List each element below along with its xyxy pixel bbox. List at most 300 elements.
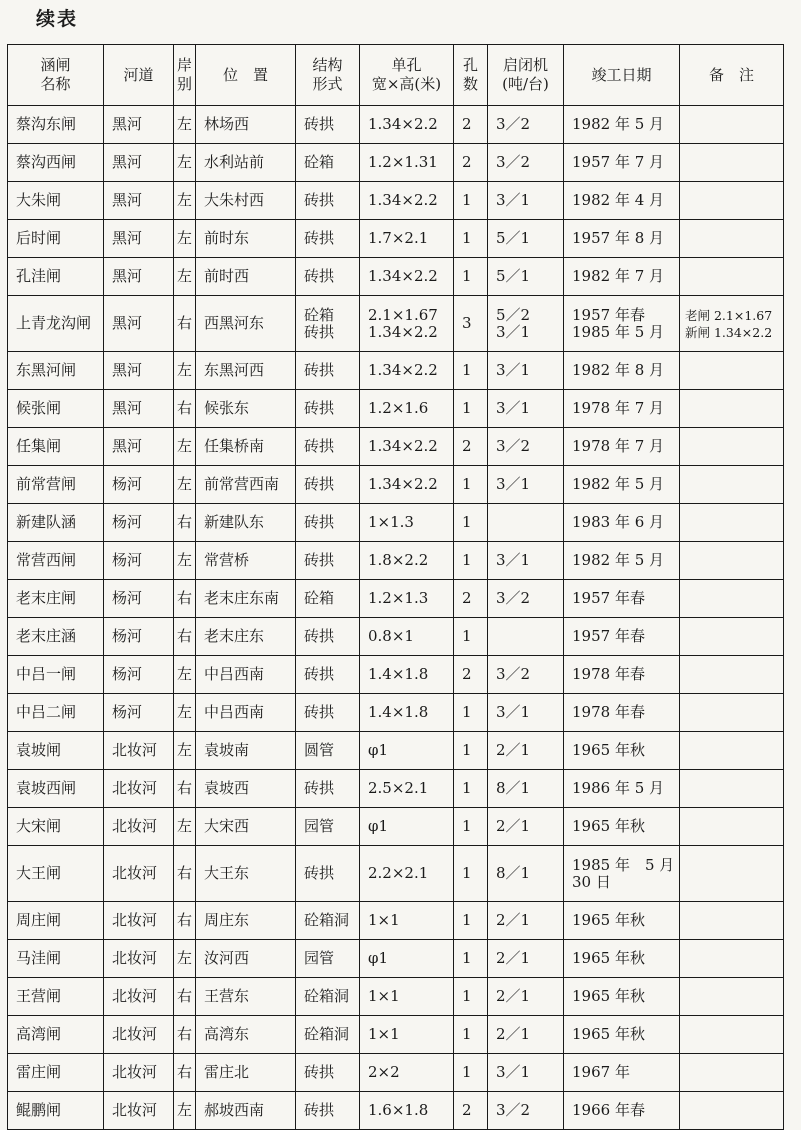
- bank-cell: 右: [174, 390, 196, 428]
- structure-cell: [296, 770, 360, 808]
- column-header-line: 孔: [462, 56, 478, 74]
- location-cell: 前时东: [196, 220, 296, 258]
- hoist-cell: [488, 182, 564, 220]
- sluice-name-cell: 袁坡闸: [8, 732, 104, 770]
- structure-cell-line: 砖拱: [304, 191, 335, 209]
- bank-cell: 左: [174, 542, 196, 580]
- hoist-cell: [488, 428, 564, 466]
- bank-cell: 左: [174, 144, 196, 182]
- river-cell: 北妆河: [104, 846, 174, 902]
- completion-date-cell: [564, 220, 680, 258]
- completion-date-cell: [564, 770, 680, 808]
- hoist-cell-line: 5／1: [496, 267, 531, 285]
- structure-cell: [296, 1092, 360, 1130]
- sluice-name-cell: 上青龙沟闸: [8, 296, 104, 352]
- note-cell: [680, 618, 784, 656]
- table-row: [8, 940, 784, 978]
- completion-date-cell: [564, 1016, 680, 1054]
- river-cell: 黑河: [104, 352, 174, 390]
- hoist-cell-line: 5／2: [496, 305, 531, 324]
- hoist-cell-line: 2／1: [496, 817, 531, 835]
- hoist-cell: [488, 144, 564, 182]
- column-header: [296, 45, 360, 106]
- structure-cell: [296, 808, 360, 846]
- location-cell: 老末庄东: [196, 618, 296, 656]
- size-cell: [360, 694, 454, 732]
- completion-date-cell-line: 1957 年春: [572, 589, 645, 607]
- structure-cell: [296, 618, 360, 656]
- table-row: [8, 1092, 784, 1130]
- note-cell-line: 新闸 1.34×2.2: [685, 324, 773, 340]
- completion-date-cell-line: 30 日: [572, 872, 611, 891]
- structure-cell-line: 砖拱: [304, 115, 335, 133]
- size-cell-line: φ1: [368, 949, 389, 967]
- size-cell-line: 1.4×1.8: [368, 703, 429, 721]
- table-row: [8, 144, 784, 182]
- note-cell: [680, 106, 784, 144]
- bank-cell: 左: [174, 808, 196, 846]
- hoist-cell-line: 3／1: [496, 322, 531, 341]
- bank-cell: 右: [174, 1016, 196, 1054]
- bank-cell: 左: [174, 428, 196, 466]
- structure-cell-line: 砖拱: [304, 627, 335, 645]
- holes-cell: 1: [454, 846, 488, 902]
- location-cell: 王营东: [196, 978, 296, 1016]
- sluice-name-cell: 高湾闸: [8, 1016, 104, 1054]
- bank-cell: 左: [174, 656, 196, 694]
- column-header-line: 备 注: [708, 65, 754, 84]
- column-header-line: (吨/台): [502, 75, 549, 93]
- structure-cell-line: 砖拱: [304, 864, 335, 882]
- table-row: [8, 694, 784, 732]
- structure-cell-line: 砖拱: [304, 361, 335, 379]
- table-row: [8, 182, 784, 220]
- size-cell: [360, 1016, 454, 1054]
- note-cell: [680, 732, 784, 770]
- hoist-cell: [488, 1092, 564, 1130]
- table-row: [8, 542, 784, 580]
- structure-cell-line: 砖拱: [304, 779, 335, 797]
- river-cell: 北妆河: [104, 732, 174, 770]
- sluice-name-cell: 东黑河闸: [8, 352, 104, 390]
- completion-date-cell: [564, 940, 680, 978]
- completion-date-cell-line: 1967 年: [572, 1063, 630, 1081]
- bank-cell: 左: [174, 220, 196, 258]
- location-cell: 袁坡南: [196, 732, 296, 770]
- sluice-name-cell: 老末庄闸: [8, 580, 104, 618]
- note-cell: [680, 390, 784, 428]
- table-row: [8, 808, 784, 846]
- sluice-name-cell: 新建队涵: [8, 504, 104, 542]
- river-cell: 黑河: [104, 390, 174, 428]
- structure-cell-line: 砖拱: [304, 267, 335, 285]
- location-cell: 常营桥: [196, 542, 296, 580]
- hoist-cell: [488, 978, 564, 1016]
- hoist-cell: [488, 732, 564, 770]
- sluice-name-cell: 常营西闸: [8, 542, 104, 580]
- hoist-cell: [488, 580, 564, 618]
- note-cell: [680, 466, 784, 504]
- bank-cell: 右: [174, 580, 196, 618]
- hoist-cell: [488, 1016, 564, 1054]
- location-cell: 大朱村西: [196, 182, 296, 220]
- table-row: [8, 846, 784, 902]
- bank-cell: 右: [174, 846, 196, 902]
- sluice-name-cell: 马洼闸: [8, 940, 104, 978]
- structure-cell-line: 砖拱: [304, 513, 335, 531]
- table-row: [8, 258, 784, 296]
- size-cell-line: 1×1.3: [368, 513, 414, 531]
- size-cell: [360, 808, 454, 846]
- sluice-name-cell: 老末庄涵: [8, 618, 104, 656]
- completion-date-cell: [564, 182, 680, 220]
- hoist-cell: [488, 352, 564, 390]
- completion-date-cell-line: 1982 年 5 月: [572, 551, 665, 569]
- table-row: [8, 390, 784, 428]
- completion-date-cell: [564, 144, 680, 182]
- size-cell-line: 1.6×1.8: [368, 1101, 429, 1119]
- note-cell: [680, 1054, 784, 1092]
- structure-cell: [296, 978, 360, 1016]
- completion-date-cell-line: 1978 年春: [572, 665, 645, 683]
- completion-date-cell-line: 1957 年 8 月: [572, 229, 665, 247]
- note-cell: [680, 542, 784, 580]
- table-row: [8, 428, 784, 466]
- note-cell: [680, 352, 784, 390]
- hoist-cell-line: 2／1: [496, 949, 531, 967]
- hoist-cell-line: 5／1: [496, 229, 531, 247]
- location-cell: 水利站前: [196, 144, 296, 182]
- size-cell: [360, 978, 454, 1016]
- note-cell: [680, 846, 784, 902]
- hoist-cell: [488, 466, 564, 504]
- completion-date-cell: [564, 428, 680, 466]
- column-header: [8, 45, 104, 106]
- bank-cell: 左: [174, 352, 196, 390]
- note-cell: [680, 1016, 784, 1054]
- column-header-line: 结构: [312, 56, 343, 74]
- note-cell: [680, 144, 784, 182]
- size-cell-line: 0.8×1: [368, 627, 414, 645]
- location-cell: 老末庄东南: [196, 580, 296, 618]
- size-cell-line: 1.34×2.2: [368, 115, 438, 133]
- column-header-line: 数: [462, 75, 478, 93]
- river-cell: 北妆河: [104, 940, 174, 978]
- sluice-name-cell: 鲲鹏闸: [8, 1092, 104, 1130]
- structure-cell: [296, 694, 360, 732]
- structure-cell-line: 砖拱: [304, 475, 335, 493]
- completion-date-cell: [564, 1092, 680, 1130]
- hoist-cell: [488, 220, 564, 258]
- holes-cell: 2: [454, 656, 488, 694]
- size-cell: [360, 352, 454, 390]
- river-cell: 黑河: [104, 220, 174, 258]
- note-cell: [680, 656, 784, 694]
- structure-cell: [296, 1016, 360, 1054]
- river-cell: 北妆河: [104, 1016, 174, 1054]
- holes-cell: 3: [454, 296, 488, 352]
- completion-date-cell-line: 1978 年 7 月: [572, 399, 665, 417]
- note-cell: [680, 940, 784, 978]
- column-header: [360, 45, 454, 106]
- hoist-cell: [488, 656, 564, 694]
- completion-date-cell: [564, 390, 680, 428]
- size-cell: [360, 466, 454, 504]
- note-cell: [680, 1092, 784, 1130]
- table-row: [8, 1016, 784, 1054]
- river-cell: 北妆河: [104, 978, 174, 1016]
- river-cell: 黑河: [104, 144, 174, 182]
- sluice-name-cell: 王营闸: [8, 978, 104, 1016]
- hoist-cell: [488, 106, 564, 144]
- completion-date-cell-line: 1982 年 8 月: [572, 361, 665, 379]
- column-header: [564, 45, 680, 106]
- hoist-cell-line: 3／2: [496, 153, 531, 171]
- holes-cell: 1: [454, 542, 488, 580]
- sluice-name-cell: 大王闸: [8, 846, 104, 902]
- bank-cell: 右: [174, 504, 196, 542]
- column-header-line: 竣工日期: [591, 65, 652, 84]
- completion-date-cell: [564, 542, 680, 580]
- hoist-cell: [488, 770, 564, 808]
- sluice-name-cell: 大宋闸: [8, 808, 104, 846]
- structure-cell: [296, 144, 360, 182]
- hoist-cell-line: 8／1: [496, 864, 531, 882]
- completion-date-cell-line: 1965 年秋: [572, 911, 645, 929]
- hoist-cell-line: 2／1: [496, 911, 531, 929]
- completion-date-cell: [564, 846, 680, 902]
- hoist-cell-line: 3／1: [496, 475, 531, 493]
- holes-cell: 2: [454, 144, 488, 182]
- bank-cell: 左: [174, 732, 196, 770]
- column-header-line: 启闭机: [502, 56, 548, 74]
- hoist-cell-line: 3／1: [496, 551, 531, 569]
- column-header-line: 名称: [40, 75, 71, 93]
- completion-date-cell-line: 1965 年秋: [572, 1025, 645, 1043]
- hoist-cell: [488, 296, 564, 352]
- column-header: [104, 45, 174, 106]
- column-header-line: 岸: [176, 56, 192, 74]
- completion-date-cell: [564, 352, 680, 390]
- structure-cell: [296, 846, 360, 902]
- river-cell: 北妆河: [104, 1092, 174, 1130]
- table-row: [8, 504, 784, 542]
- hoist-cell-line: 3／2: [496, 589, 531, 607]
- holes-cell: 2: [454, 580, 488, 618]
- structure-cell: [296, 466, 360, 504]
- location-cell: 袁坡西: [196, 770, 296, 808]
- structure-cell-line: 园管: [304, 817, 335, 835]
- hoist-cell-line: 3／2: [496, 115, 531, 133]
- bank-cell: 右: [174, 902, 196, 940]
- holes-cell: 1: [454, 258, 488, 296]
- column-header: [488, 45, 564, 106]
- size-cell-line: 1.7×2.1: [368, 229, 429, 247]
- structure-cell: [296, 390, 360, 428]
- size-cell: [360, 656, 454, 694]
- hoist-cell: [488, 504, 564, 542]
- sluice-name-cell: 孔洼闸: [8, 258, 104, 296]
- size-cell-line: 1.34×2.2: [368, 322, 438, 341]
- holes-cell: 1: [454, 466, 488, 504]
- note-cell: [680, 296, 784, 352]
- hoist-cell-line: 3／2: [496, 1101, 531, 1119]
- table-row: [8, 296, 784, 352]
- hoist-cell-line: 3／1: [496, 1063, 531, 1081]
- structure-cell: [296, 296, 360, 352]
- completion-date-cell-line: 1957 年 7 月: [572, 153, 665, 171]
- bank-cell: 右: [174, 296, 196, 352]
- structure-cell-line: 砖拱: [304, 1063, 335, 1081]
- structure-cell-line: 砖拱: [304, 665, 335, 683]
- table-row: [8, 106, 784, 144]
- river-cell: 黑河: [104, 258, 174, 296]
- hoist-cell-line: 3／1: [496, 703, 531, 721]
- location-cell: 林场西: [196, 106, 296, 144]
- completion-date-cell-line: 1978 年 7 月: [572, 437, 665, 455]
- size-cell-line: 1.34×2.2: [368, 475, 438, 493]
- sluice-name-cell: 周庄闸: [8, 902, 104, 940]
- holes-cell: 1: [454, 978, 488, 1016]
- size-cell: [360, 580, 454, 618]
- size-cell: [360, 1092, 454, 1130]
- table-row: [8, 352, 784, 390]
- size-cell-line: 1.34×2.2: [368, 267, 438, 285]
- hoist-cell-line: 3／1: [496, 399, 531, 417]
- table-row: [8, 978, 784, 1016]
- holes-cell: 1: [454, 808, 488, 846]
- note-cell: [680, 694, 784, 732]
- location-cell: 汝河西: [196, 940, 296, 978]
- table-row: [8, 466, 784, 504]
- size-cell-line: 1.34×2.2: [368, 437, 438, 455]
- completion-date-cell-line: 1985 年 5 月: [572, 322, 665, 341]
- sluice-name-cell: 雷庄闸: [8, 1054, 104, 1092]
- structure-cell-line: 砖拱: [304, 551, 335, 569]
- completion-date-cell: [564, 732, 680, 770]
- bank-cell: 左: [174, 106, 196, 144]
- size-cell-line: 1.2×1.31: [368, 153, 438, 171]
- completion-date-cell: [564, 1054, 680, 1092]
- size-cell-line: φ1: [368, 741, 389, 759]
- location-cell: 郝坡西南: [196, 1092, 296, 1130]
- hoist-cell-line: 2／1: [496, 741, 531, 759]
- completion-date-cell: [564, 580, 680, 618]
- river-cell: 杨河: [104, 580, 174, 618]
- location-cell: 周庄东: [196, 902, 296, 940]
- holes-cell: 2: [454, 106, 488, 144]
- sluice-name-cell: 任集闸: [8, 428, 104, 466]
- table-row: [8, 220, 784, 258]
- size-cell-line: 2×2: [368, 1063, 400, 1081]
- holes-cell: 1: [454, 1054, 488, 1092]
- hoist-cell: [488, 542, 564, 580]
- size-cell-line: 2.5×2.1: [368, 779, 429, 797]
- hoist-cell: [488, 618, 564, 656]
- structure-cell: [296, 504, 360, 542]
- location-cell: 西黑河东: [196, 296, 296, 352]
- bank-cell: 左: [174, 1092, 196, 1130]
- bank-cell: 右: [174, 1054, 196, 1092]
- column-header-line: 别: [176, 75, 192, 93]
- location-cell: 大宋西: [196, 808, 296, 846]
- size-cell-line: 1.4×1.8: [368, 665, 429, 683]
- table-row: [8, 656, 784, 694]
- sluice-name-cell: 蔡沟东闸: [8, 106, 104, 144]
- column-header: [454, 45, 488, 106]
- river-cell: 黑河: [104, 182, 174, 220]
- completion-date-cell-line: 1965 年秋: [572, 741, 645, 759]
- holes-cell: 1: [454, 504, 488, 542]
- note-cell: [680, 808, 784, 846]
- size-cell: [360, 504, 454, 542]
- size-cell: [360, 428, 454, 466]
- holes-cell: 1: [454, 694, 488, 732]
- note-cell: [680, 770, 784, 808]
- sluice-table: [7, 44, 784, 1130]
- holes-cell: 1: [454, 902, 488, 940]
- size-cell: [360, 390, 454, 428]
- completion-date-cell: [564, 258, 680, 296]
- hoist-cell: [488, 940, 564, 978]
- size-cell: [360, 296, 454, 352]
- structure-cell-line: 砼箱: [304, 305, 335, 324]
- hoist-cell-line: 3／1: [496, 191, 531, 209]
- structure-cell: [296, 1054, 360, 1092]
- size-cell: [360, 144, 454, 182]
- location-cell: 中吕西南: [196, 656, 296, 694]
- structure-cell: [296, 106, 360, 144]
- note-cell: [680, 504, 784, 542]
- hoist-cell-line: 8／1: [496, 779, 531, 797]
- column-header-line: 位 置: [222, 65, 268, 84]
- size-cell: [360, 902, 454, 940]
- table-row: [8, 902, 784, 940]
- column-header-line: 涵闸: [40, 56, 71, 74]
- location-cell: 前常营西南: [196, 466, 296, 504]
- completion-date-cell-line: 1965 年秋: [572, 987, 645, 1005]
- bank-cell: 左: [174, 258, 196, 296]
- size-cell: [360, 258, 454, 296]
- holes-cell: 1: [454, 1016, 488, 1054]
- structure-cell: [296, 428, 360, 466]
- sluice-name-cell: 袁坡西闸: [8, 770, 104, 808]
- completion-date-cell-line: 1957 年春: [572, 305, 645, 324]
- size-cell-line: 1.34×2.2: [368, 361, 438, 379]
- holes-cell: 1: [454, 770, 488, 808]
- size-cell-line: 1.2×1.3: [368, 589, 429, 607]
- bank-cell: 左: [174, 466, 196, 504]
- bank-cell: 左: [174, 182, 196, 220]
- structure-cell-line: 砖拱: [304, 703, 335, 721]
- size-cell-line: 1×1: [368, 1025, 400, 1043]
- completion-date-cell-line: 1957 年春: [572, 627, 645, 645]
- location-cell: 新建队东: [196, 504, 296, 542]
- note-cell: [680, 220, 784, 258]
- completion-date-cell: [564, 656, 680, 694]
- sluice-name-cell: 后时闸: [8, 220, 104, 258]
- column-header-line: 形式: [312, 75, 343, 93]
- size-cell: [360, 770, 454, 808]
- river-cell: 北妆河: [104, 808, 174, 846]
- sluice-name-cell: 中吕一闸: [8, 656, 104, 694]
- structure-cell: [296, 220, 360, 258]
- size-cell: [360, 220, 454, 258]
- note-cell-line: 老闸 2.1×1.67: [685, 307, 773, 323]
- holes-cell: 1: [454, 940, 488, 978]
- river-cell: 北妆河: [104, 902, 174, 940]
- river-cell: 北妆河: [104, 1054, 174, 1092]
